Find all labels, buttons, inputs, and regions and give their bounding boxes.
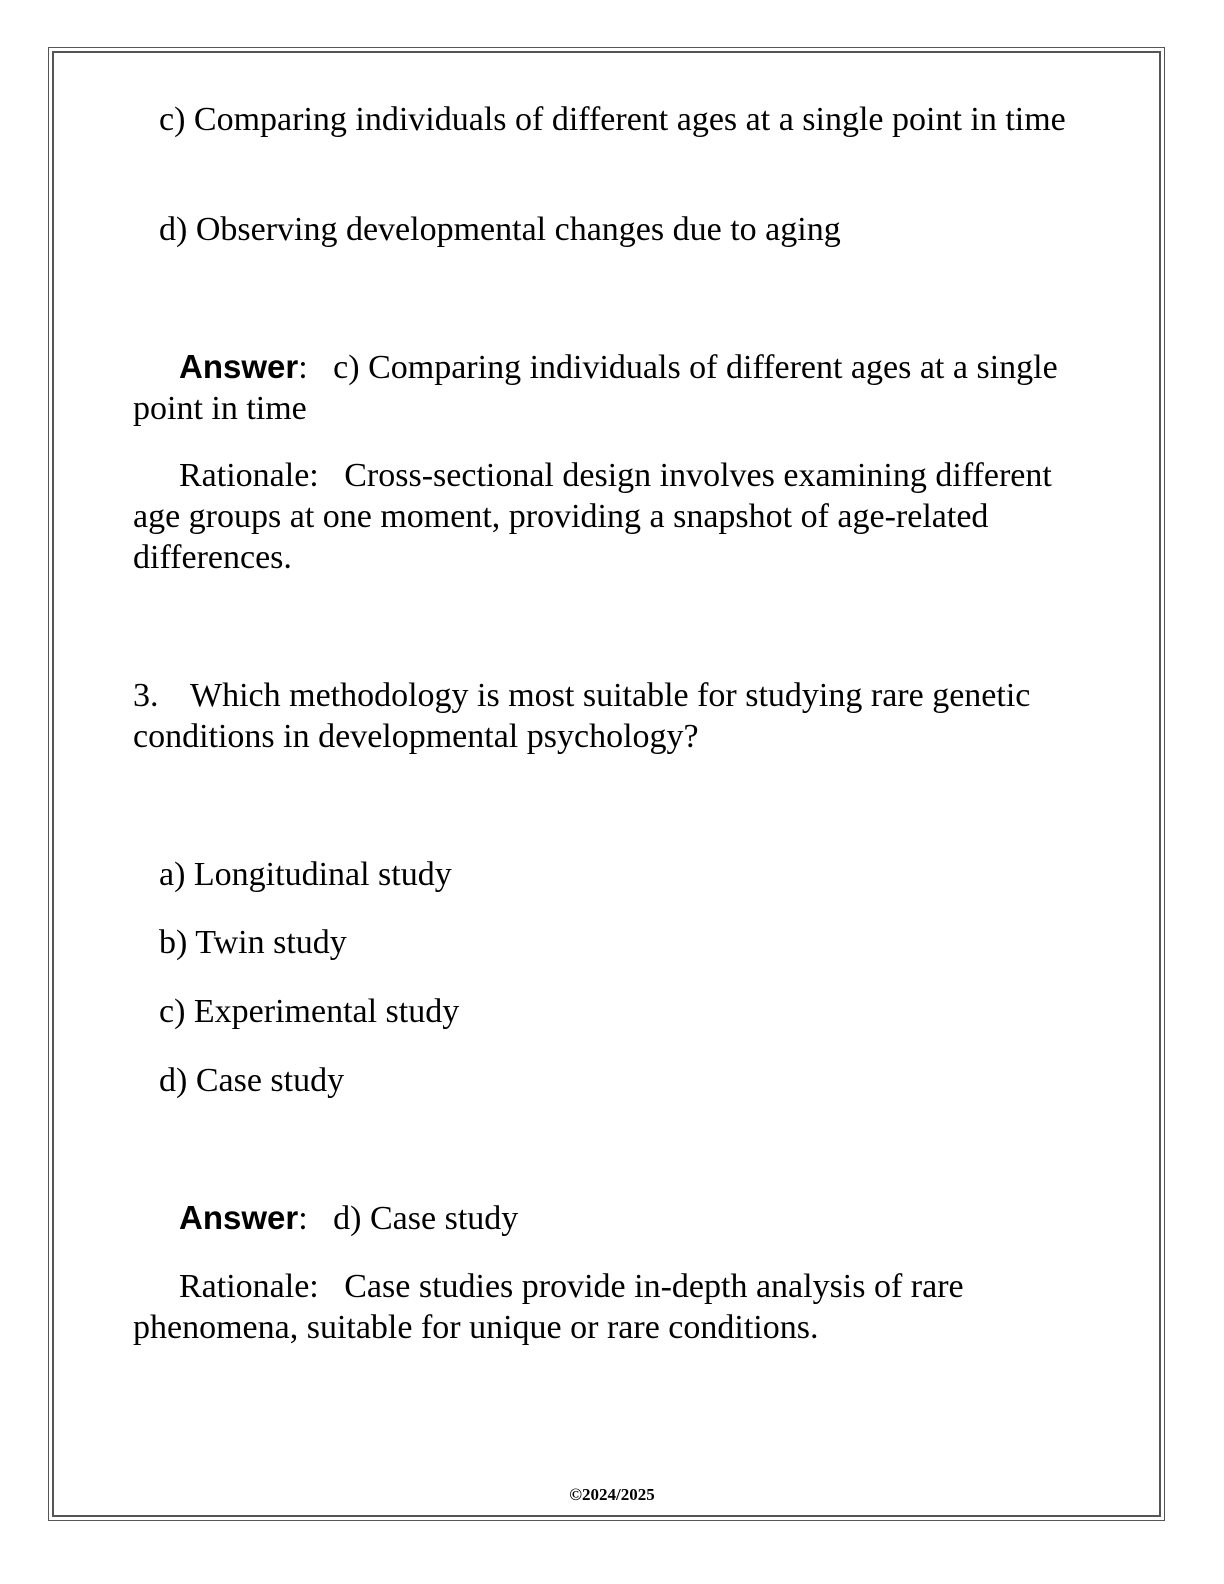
q3-number: 3. — [133, 677, 159, 714]
q2-answer-text: c) Comparing individuals of different ages at a single point in time — [133, 349, 1058, 427]
q3-question — [133, 675, 1083, 757]
q2-rationale-label: Rationale: — [179, 457, 345, 494]
q2-answer-label: Answer — [179, 348, 299, 385]
footer-copyright: ©2024/2025 — [569, 1485, 655, 1504]
q2-option-d: d) Observing developmental changes due to aging — [159, 211, 841, 248]
q3-answer-label: Answer — [179, 1199, 299, 1236]
q2-answer — [133, 346, 1083, 429]
q2-option-c: c) Comparing individuals of different ages at a single point in time — [159, 101, 1066, 138]
q3-rationale-text: Case studies provide in-depth analysis of rare phenomena, suitable for unique or rare conditions. — [133, 1268, 964, 1346]
q3-option-d: d) Case study — [159, 1062, 345, 1099]
q3-option-b: b) Twin study — [159, 924, 347, 961]
q3-answer — [133, 1197, 1083, 1239]
q3-answer-colon: : — [298, 1200, 334, 1237]
q3-answer-text: d) Case study — [333, 1200, 519, 1237]
q3-option-a: a) Longitudinal study — [159, 856, 452, 893]
q3-rationale-label: Rationale: — [179, 1268, 345, 1305]
q2-rationale-text: Cross-sectional design involves examining different age groups at one moment, providing a snapshot of age-related differences. — [133, 457, 1052, 576]
q2-answer-colon: : — [298, 349, 334, 386]
q2-rationale — [133, 455, 1083, 578]
q3-rationale — [133, 1266, 1083, 1348]
q3-question-text: Which methodology is most suitable for studying rare genetic conditions in developmental psychology? — [133, 677, 1031, 755]
q3-option-c: c) Experimental study — [159, 993, 460, 1030]
